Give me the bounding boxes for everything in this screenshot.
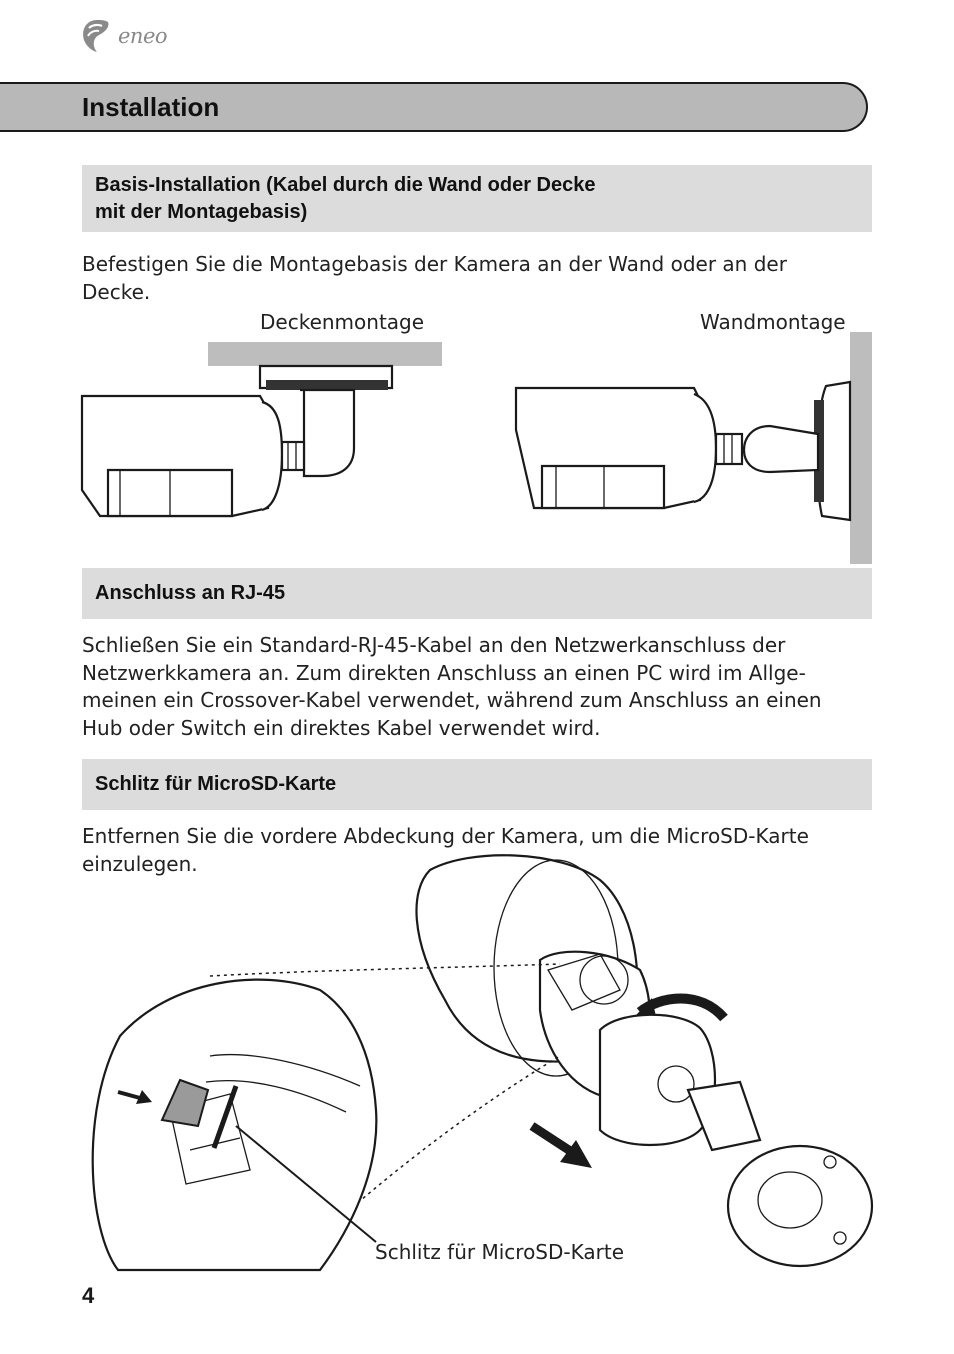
eneo-logo-icon xyxy=(80,18,114,54)
text-line: Entfernen Sie die vordere Abdeckung der Kamera, um die MicroSD-Karte xyxy=(82,824,809,848)
text-line: Befestigen Sie die Montagebasis der Kamera an der Wand oder an der xyxy=(82,252,787,276)
page-number: 4 xyxy=(82,1283,95,1308)
text-line: meinen ein Crossover-Kabel verwendet, während zum Anschluss an einen xyxy=(82,688,822,712)
heading-line: mit der Montagebasis) xyxy=(95,200,308,223)
microsd-slot-callout: Schlitz für MicroSD-Karte xyxy=(375,1240,625,1264)
microsd-illustration xyxy=(0,850,954,1280)
subsection-heading-basis-installation xyxy=(82,165,872,232)
paragraph-rj45 xyxy=(82,632,872,742)
section-title: Installation xyxy=(82,92,220,122)
brand-logo xyxy=(80,18,167,54)
text-line: Netzwerkkamera an. Zum direkten Anschluss an einen PC wird im Allge- xyxy=(82,660,806,685)
ceiling-mount-label: Deckenmontage xyxy=(260,310,425,334)
text-line: Hub oder Switch ein direktes Kabel verwendet wird. xyxy=(82,715,601,740)
subsection-heading-microsd xyxy=(82,759,872,810)
heading-line: Basis-Installation (Kabel durch die Wand oder Decke xyxy=(95,173,596,196)
paragraph-basis-installation xyxy=(82,251,872,306)
text-line: Schließen Sie ein Standard-RJ-45-Kabel an den Netzwerkanschluss der xyxy=(82,633,786,657)
wall-mount-label: Wandmontage xyxy=(700,310,846,334)
heading-line: Anschluss an RJ-45 xyxy=(95,582,286,604)
mounting-illustration xyxy=(0,330,954,570)
subsection-heading-rj45 xyxy=(82,568,872,619)
logo-text: eneo xyxy=(118,24,168,48)
text-line: Decke. xyxy=(82,279,151,304)
text-line: einzulegen. xyxy=(82,851,198,876)
heading-line: Schlitz für MicroSD-Karte xyxy=(95,773,337,795)
